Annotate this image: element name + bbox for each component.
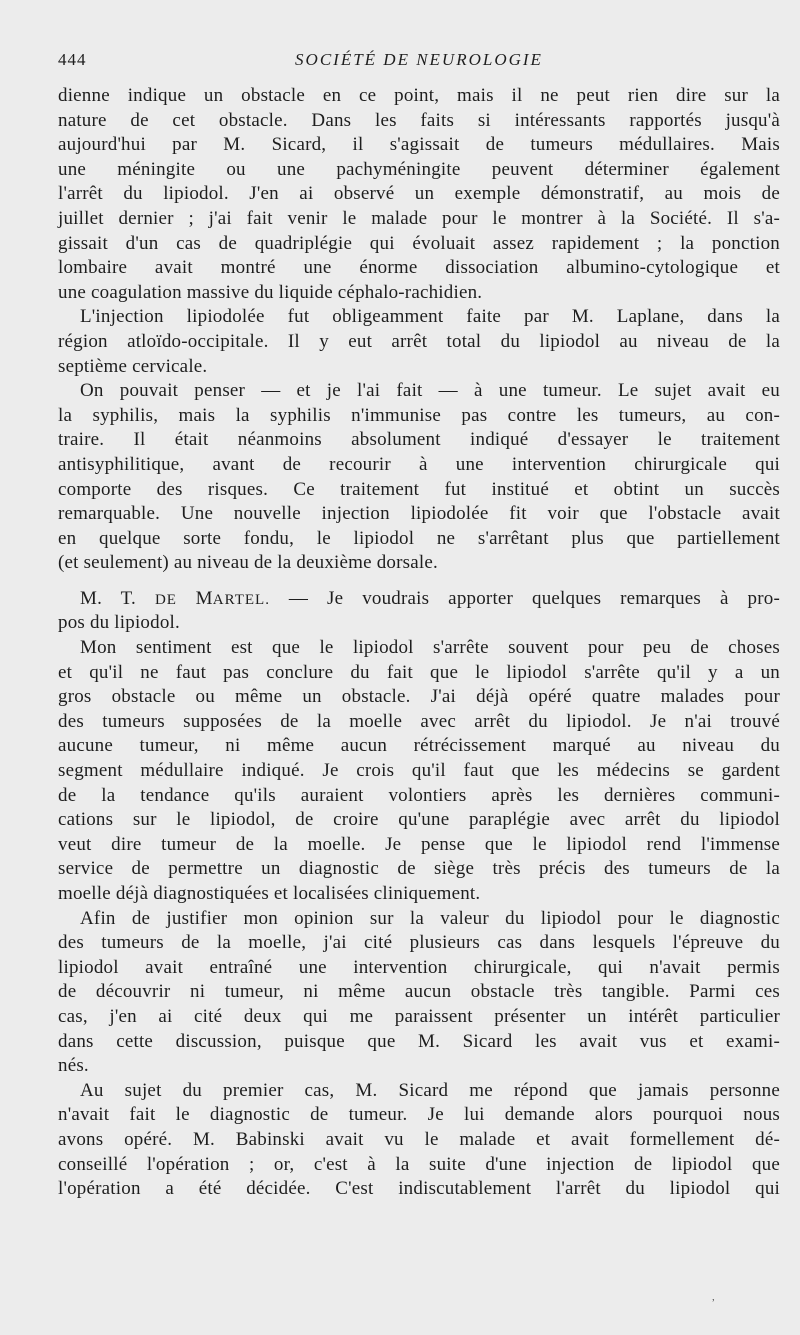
text-line: veut dire tumeur de la moelle. Je pense que le lipiodol rend l'immense [58,833,780,855]
paragraph-gap [58,576,780,587]
text-line: la syphilis, mais la syphilis n'immunise pas contre les tumeurs, au con- [58,404,780,426]
text-line: (et seulement) au niveau de la deuxième dorsale. [58,552,438,574]
text-line: en quelque sorte fondu, le lipiodol ne s'arrêtant plus que partiellement [58,527,780,549]
page-number: 444 [58,50,87,69]
text-line: dienne indique un obstacle en ce point, mais il ne peut rien dire sur la [58,85,780,106]
paragraph [58,379,780,576]
text-line: antisyphilitique, avant de recourir à une intervention chirurgicale qui [58,453,780,475]
text-line: Afin de justifier mon opinion sur la valeur du lipiodol pour le diagnostic [80,907,780,929]
text-line: nés. [58,1055,89,1077]
text-line: comporte des risques. Ce traitement fut institué et obtint un succès [58,478,780,500]
text-line: service de permettre un diagnostic de siège très précis des tumeurs de la [58,858,780,880]
text-line: une méningite ou une pachyméningite peuvent déterminer également [58,158,780,180]
body-text [58,84,780,1202]
running-title: SOCIÉTÉ DE NEUROLOGIE [295,50,543,69]
text-line: cations sur le lipiodol, de croire qu'une paraplégie avec arrêt du lipiodol [58,809,780,831]
text-line: cas, j'en ai cité deux qui me paraissent présenter un intérêt particulier [58,1005,780,1027]
text-line: On pouvait penser — et je l'ai fait — à une tumeur. Le sujet avait eu [80,380,780,402]
text-line: dans cette discussion, puisque que M. Sicard les avait vus et exami- [58,1030,780,1052]
text-line: région atloïdo-occipitale. Il y eut arrêt total du lipiodol au niveau de la [58,330,780,352]
text-line [58,587,780,612]
text-line: juillet dernier ; j'ai fait venir le malade pour le montrer à la Société. Il s'a- [58,207,780,229]
text-line: lombaire avait montré une énorme dissociation albumino-cytologique et [58,257,780,279]
text-line: Au sujet du premier cas, M. Sicard me répond que jamais personne [80,1079,780,1101]
text-line: l'opération a été décidée. C'est indiscutablement l'arrêt du lipiodol qui [58,1178,780,1200]
paragraph [58,907,780,1079]
text-line: L'injection lipiodolée fut obligeamment faite par M. Laplane, dans la [80,306,780,328]
paragraph [58,587,780,636]
text-line: n'avait fait le diagnostic de tumeur. Je lui demande alors pourquoi nous [58,1104,780,1126]
text-line: septième cervicale. [58,355,208,377]
page-header [58,50,780,74]
text-line: segment médullaire indiqué. Je crois qu'il faut que les médecins se gardent [58,760,780,782]
text-line: avons opéré. M. Babinski avait vu le malade et avait formellement dé- [58,1128,780,1150]
text-line: lipiodol avait entraîné une intervention chirurgicale, qui n'avait permis [58,956,780,978]
text-line: conseillé l'opération ; or, c'est à la suite d'une injection de lipiodol que [58,1153,780,1175]
text-line: aujourd'hui par M. Sicard, il s'agissait de tumeurs médullaires. Mais [58,134,780,156]
stray-mark: , [712,1291,715,1303]
text-line: l'arrêt du lipiodol. J'en ai observé un exemple démonstratif, au mois de [58,183,780,205]
line-text: — Je voudrais apporter quelques remarques à pro- [269,587,780,609]
text-line: traire. Il était néanmoins absolument indiqué d'essayer le traitement [58,429,780,451]
text-line: une coagulation massive du liquide céphalo-rachidien. [58,281,483,303]
paragraph [58,1079,780,1202]
paragraph [58,305,780,379]
paragraph [58,636,780,907]
text-line: gissait d'un cas de quadriplégie qui évoluait assez rapidement ; la ponction [58,232,780,254]
text-line: moelle déjà diagnostiquées et localisées cliniquement. [58,883,481,904]
speaker-name: M. T. DE MARTEL. [80,587,270,609]
text-line: aucune tumeur, ni même aucun rétrécissement marqué au niveau du [58,735,780,757]
text-line: de la tendance qu'ils auraient volontiers après les dernières communi- [58,784,780,806]
text-line: et qu'il ne faut pas conclure du fait que le lipiodol s'arrête qu'il y a un [58,661,780,683]
text-line: des tumeurs supposées de la moelle avec arrêt du lipiodol. Je n'ai trouvé [58,710,780,732]
text-line: nature de cet obstacle. Dans les faits si intéressants rapportés jusqu'à [58,109,780,131]
text-line: gros obstacle ou même un obstacle. J'ai déjà opéré quatre malades pour [58,686,780,708]
text-line: Mon sentiment est que le lipiodol s'arrête souvent pour peu de choses [80,637,780,659]
text-line: des tumeurs de la moelle, j'ai cité plusieurs cas dans lesquels l'épreuve du [58,932,780,954]
paragraph [58,84,780,305]
text-line: pos du lipiodol. [58,612,180,634]
text-line: de découvrir ni tumeur, ni même aucun obstacle très tangible. Parmi ces [58,981,780,1003]
text-line: remarquable. Une nouvelle injection lipiodolée fit voir que l'obstacle avait [58,503,780,525]
